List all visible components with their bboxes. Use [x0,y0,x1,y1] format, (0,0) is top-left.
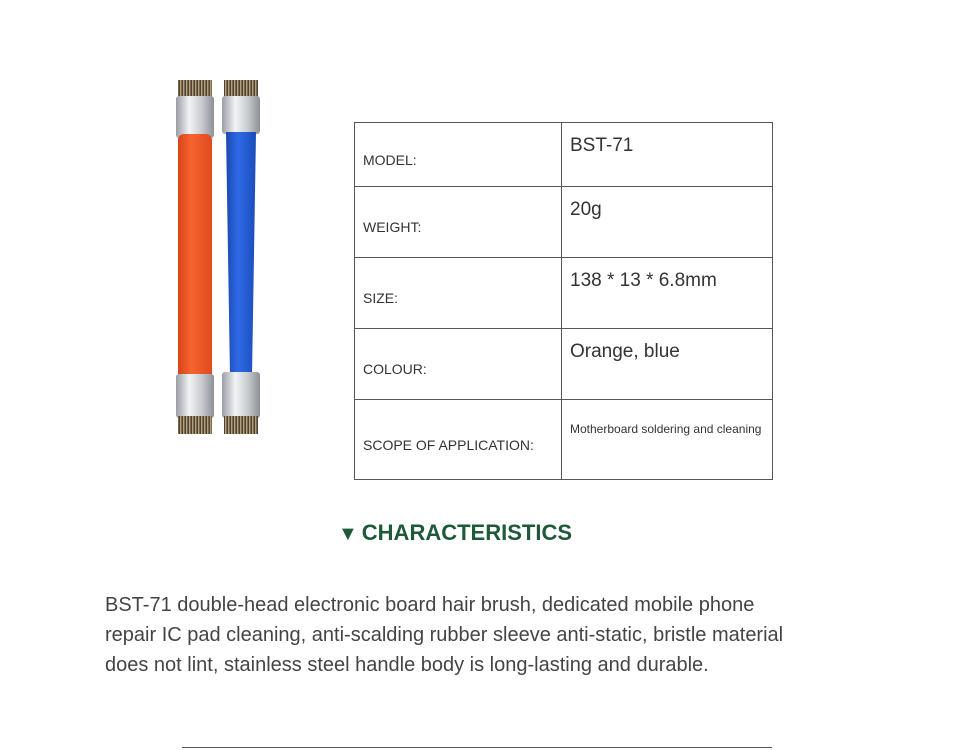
section-title: CHARACTERISTICS [361,520,573,545]
spec-value-scope: Motherboard soldering and cleaning [562,400,773,480]
table-row [355,400,773,480]
spec-label-colour: COLOUR: [355,329,562,400]
table-row [355,258,773,329]
product-description: BST-71 double-head electronic board hair brush, dedicated mobile phone repair IC pad cleaning, anti-scalding rubber sleeve anti-static, bristle material does not lint, stainless steel handle body is long-lasting and durable. [105,594,784,676]
spec-label-weight: WEIGHT: [355,187,562,258]
table-row [355,187,773,258]
divider [182,747,772,748]
blue-brush [222,80,260,434]
triangle-down-icon: ▼ [337,523,358,545]
spec-table [354,122,773,480]
spec-label-scope: SCOPE OF APPLICATION: [355,400,562,480]
spec-value-size: 138 * 13 * 6.8mm [562,258,773,329]
orange-brush [176,80,214,434]
spec-value-colour: Orange, blue [562,329,773,400]
spec-value-weight: 20g [562,187,773,258]
table-row [355,329,773,400]
table-row [355,123,773,187]
spec-value-model: BST-71 [562,123,773,187]
double-head-brushes-image [168,76,268,440]
spec-label-model: MODEL: [355,123,562,187]
section-heading [0,520,910,546]
spec-label-size: SIZE: [355,258,562,329]
